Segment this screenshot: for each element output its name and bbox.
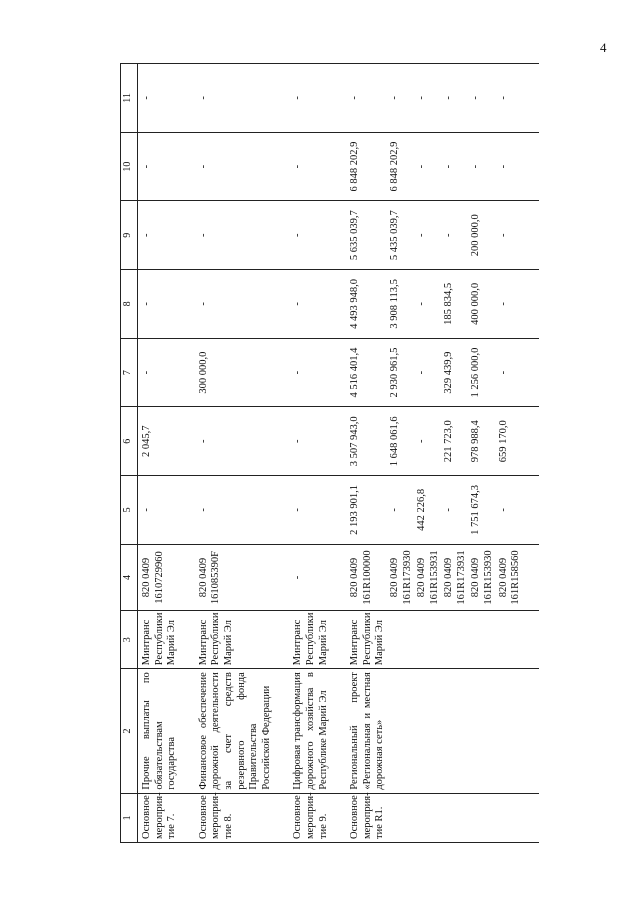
cell-col-9: - (195, 201, 290, 270)
cell-col-11: - (289, 64, 346, 133)
cell-col-5: - (442, 476, 469, 545)
cell-col-10: - (469, 132, 496, 201)
cell-col-4: 820 0409 161R100000 (346, 544, 388, 611)
cell-col-5: 2 193 901,1 (346, 476, 388, 545)
cell-col-10: - (415, 132, 442, 201)
cell-col-11: - (415, 64, 442, 133)
column-header-8: 8 (121, 270, 138, 339)
cell-col-8: 400 000,0 (469, 270, 496, 339)
table-row (388, 64, 415, 843)
cell-col-3 (415, 611, 442, 669)
cell-col-4: - (289, 544, 346, 611)
column-header-9: 9 (121, 201, 138, 270)
cell-col-1 (388, 793, 415, 842)
cell-col-1 (442, 793, 469, 842)
cell-col-2 (442, 669, 469, 793)
cell-col-5: - (138, 476, 195, 545)
cell-col-6: 659 170,0 (497, 407, 539, 476)
cell-col-7: 4 516 401,4 (346, 338, 388, 407)
cell-col-5: - (497, 476, 539, 545)
cell-col-2 (388, 669, 415, 793)
table-row (415, 64, 442, 843)
cell-col-6: - (195, 407, 290, 476)
cell-col-4: 820 0409 161R153930 (469, 544, 496, 611)
cell-col-2 (497, 669, 539, 793)
cell-col-8: - (289, 270, 346, 339)
column-header-3: 3 (121, 611, 138, 669)
cell-col-6: 1 648 061,6 (388, 407, 415, 476)
cell-col-4: 820 0409 161085390F (195, 544, 290, 611)
cell-col-8: 3 908 113,5 (388, 270, 415, 339)
cell-col-3: Минтранс Республики Марий Эл (346, 611, 388, 669)
cell-col-3: Минтранс Республики Марий Эл (138, 611, 195, 669)
cell-col-9: - (442, 201, 469, 270)
cell-col-9: 200 000,0 (469, 201, 496, 270)
cell-col-11: - (388, 64, 415, 133)
cell-col-2 (469, 669, 496, 793)
cell-col-7: - (138, 338, 195, 407)
table-row (497, 64, 539, 843)
cell-col-2: Финансовое обеспечение дорожной деятельности за счет средств резервного фонда Правительства Российской Федерации (195, 669, 290, 793)
table-row (289, 64, 346, 843)
column-header-5: 5 (121, 476, 138, 545)
cell-col-11: - (138, 64, 195, 133)
cell-col-11: - (497, 64, 539, 133)
cell-col-3: Минтранс Республики Марий Эл (289, 611, 346, 669)
cell-col-2 (415, 669, 442, 793)
table-row (346, 64, 388, 843)
cell-col-10: - (289, 132, 346, 201)
cell-col-1: Основное мероприя-тие 8. (195, 793, 290, 842)
cell-col-11: - (469, 64, 496, 133)
column-header-10: 10 (121, 132, 138, 201)
cell-col-9: - (138, 201, 195, 270)
table-header (121, 64, 138, 843)
cell-col-4: 820 0409 1610729960 (138, 544, 195, 611)
cell-col-4: 820 0409 161R173930 (388, 544, 415, 611)
cell-col-9: - (497, 201, 539, 270)
cell-col-7: 300 000,0 (195, 338, 290, 407)
cell-col-10: - (195, 132, 290, 201)
cell-col-8: 185 834,5 (442, 270, 469, 339)
table-row (469, 64, 496, 843)
table-row (195, 64, 290, 843)
cell-col-2: Региональный проект «Региональная и местная дорожная сеть» (346, 669, 388, 793)
cell-col-8: - (195, 270, 290, 339)
cell-col-2: Цифровая трансформация дорожного хозяйства в Республике Марий Эл (289, 669, 346, 793)
column-header-4: 4 (121, 544, 138, 611)
column-header-2: 2 (121, 669, 138, 793)
cell-col-1: Основное мероприя-тие 7. (138, 793, 195, 842)
cell-col-4: 820 0409 161R173931 (442, 544, 469, 611)
column-header-6: 6 (121, 407, 138, 476)
cell-col-4: 820 0409 161R158560 (497, 544, 539, 611)
cell-col-9: - (289, 201, 346, 270)
cell-col-8: 4 493 948,0 (346, 270, 388, 339)
cell-col-6: 2 045,7 (138, 407, 195, 476)
cell-col-8: - (497, 270, 539, 339)
cell-col-2: Прочие выплаты по обязательствам государства (138, 669, 195, 793)
column-header-7: 7 (121, 338, 138, 407)
cell-col-1 (497, 793, 539, 842)
table-header-row (121, 64, 138, 843)
cell-col-5: - (388, 476, 415, 545)
cell-col-6: 221 723,0 (442, 407, 469, 476)
budget-table (120, 63, 539, 843)
cell-col-3 (497, 611, 539, 669)
cell-col-5: 442 226,8 (415, 476, 442, 545)
cell-col-9: 5 435 039,7 (388, 201, 415, 270)
table-body (138, 64, 539, 843)
cell-col-10: - (138, 132, 195, 201)
cell-col-1 (469, 793, 496, 842)
cell-col-9: - (415, 201, 442, 270)
cell-col-10: - (442, 132, 469, 201)
page-number: 4 (600, 40, 607, 55)
cell-col-11: - (195, 64, 290, 133)
cell-col-3 (388, 611, 415, 669)
cell-col-10: 6 848 202,9 (346, 132, 388, 201)
cell-col-7: - (497, 338, 539, 407)
cell-col-1: Основное мероприя-тие R1. (346, 793, 388, 842)
cell-col-10: 6 848 202,9 (388, 132, 415, 201)
cell-col-8: - (415, 270, 442, 339)
cell-col-5: - (289, 476, 346, 545)
table-row (138, 64, 195, 843)
cell-col-10: - (497, 132, 539, 201)
cell-col-3: Минтранс Республики Марий Эл (195, 611, 290, 669)
cell-col-6: 978 988,4 (469, 407, 496, 476)
cell-col-7: - (289, 338, 346, 407)
cell-col-7: 329 439,9 (442, 338, 469, 407)
cell-col-1: Основное мероприя-тие 9. (289, 793, 346, 842)
rotated-table-area (120, 63, 614, 843)
cell-col-8: - (138, 270, 195, 339)
cell-col-7: 1 256 000,0 (469, 338, 496, 407)
cell-col-3 (469, 611, 496, 669)
cell-col-11: - (346, 64, 388, 133)
cell-col-9: 5 635 039,7 (346, 201, 388, 270)
cell-col-4: 820 0409 161R153931 (415, 544, 442, 611)
cell-col-6: - (289, 407, 346, 476)
cell-col-1 (415, 793, 442, 842)
cell-col-7: 2 930 961,5 (388, 338, 415, 407)
column-header-11: 11 (121, 64, 138, 133)
cell-col-6: - (415, 407, 442, 476)
cell-col-5: - (195, 476, 290, 545)
cell-col-7: - (415, 338, 442, 407)
column-header-1: 1 (121, 793, 138, 842)
table-row (442, 64, 469, 843)
cell-col-5: 1 751 674,3 (469, 476, 496, 545)
cell-col-3 (442, 611, 469, 669)
cell-col-6: 3 507 943,0 (346, 407, 388, 476)
cell-col-11: - (442, 64, 469, 133)
